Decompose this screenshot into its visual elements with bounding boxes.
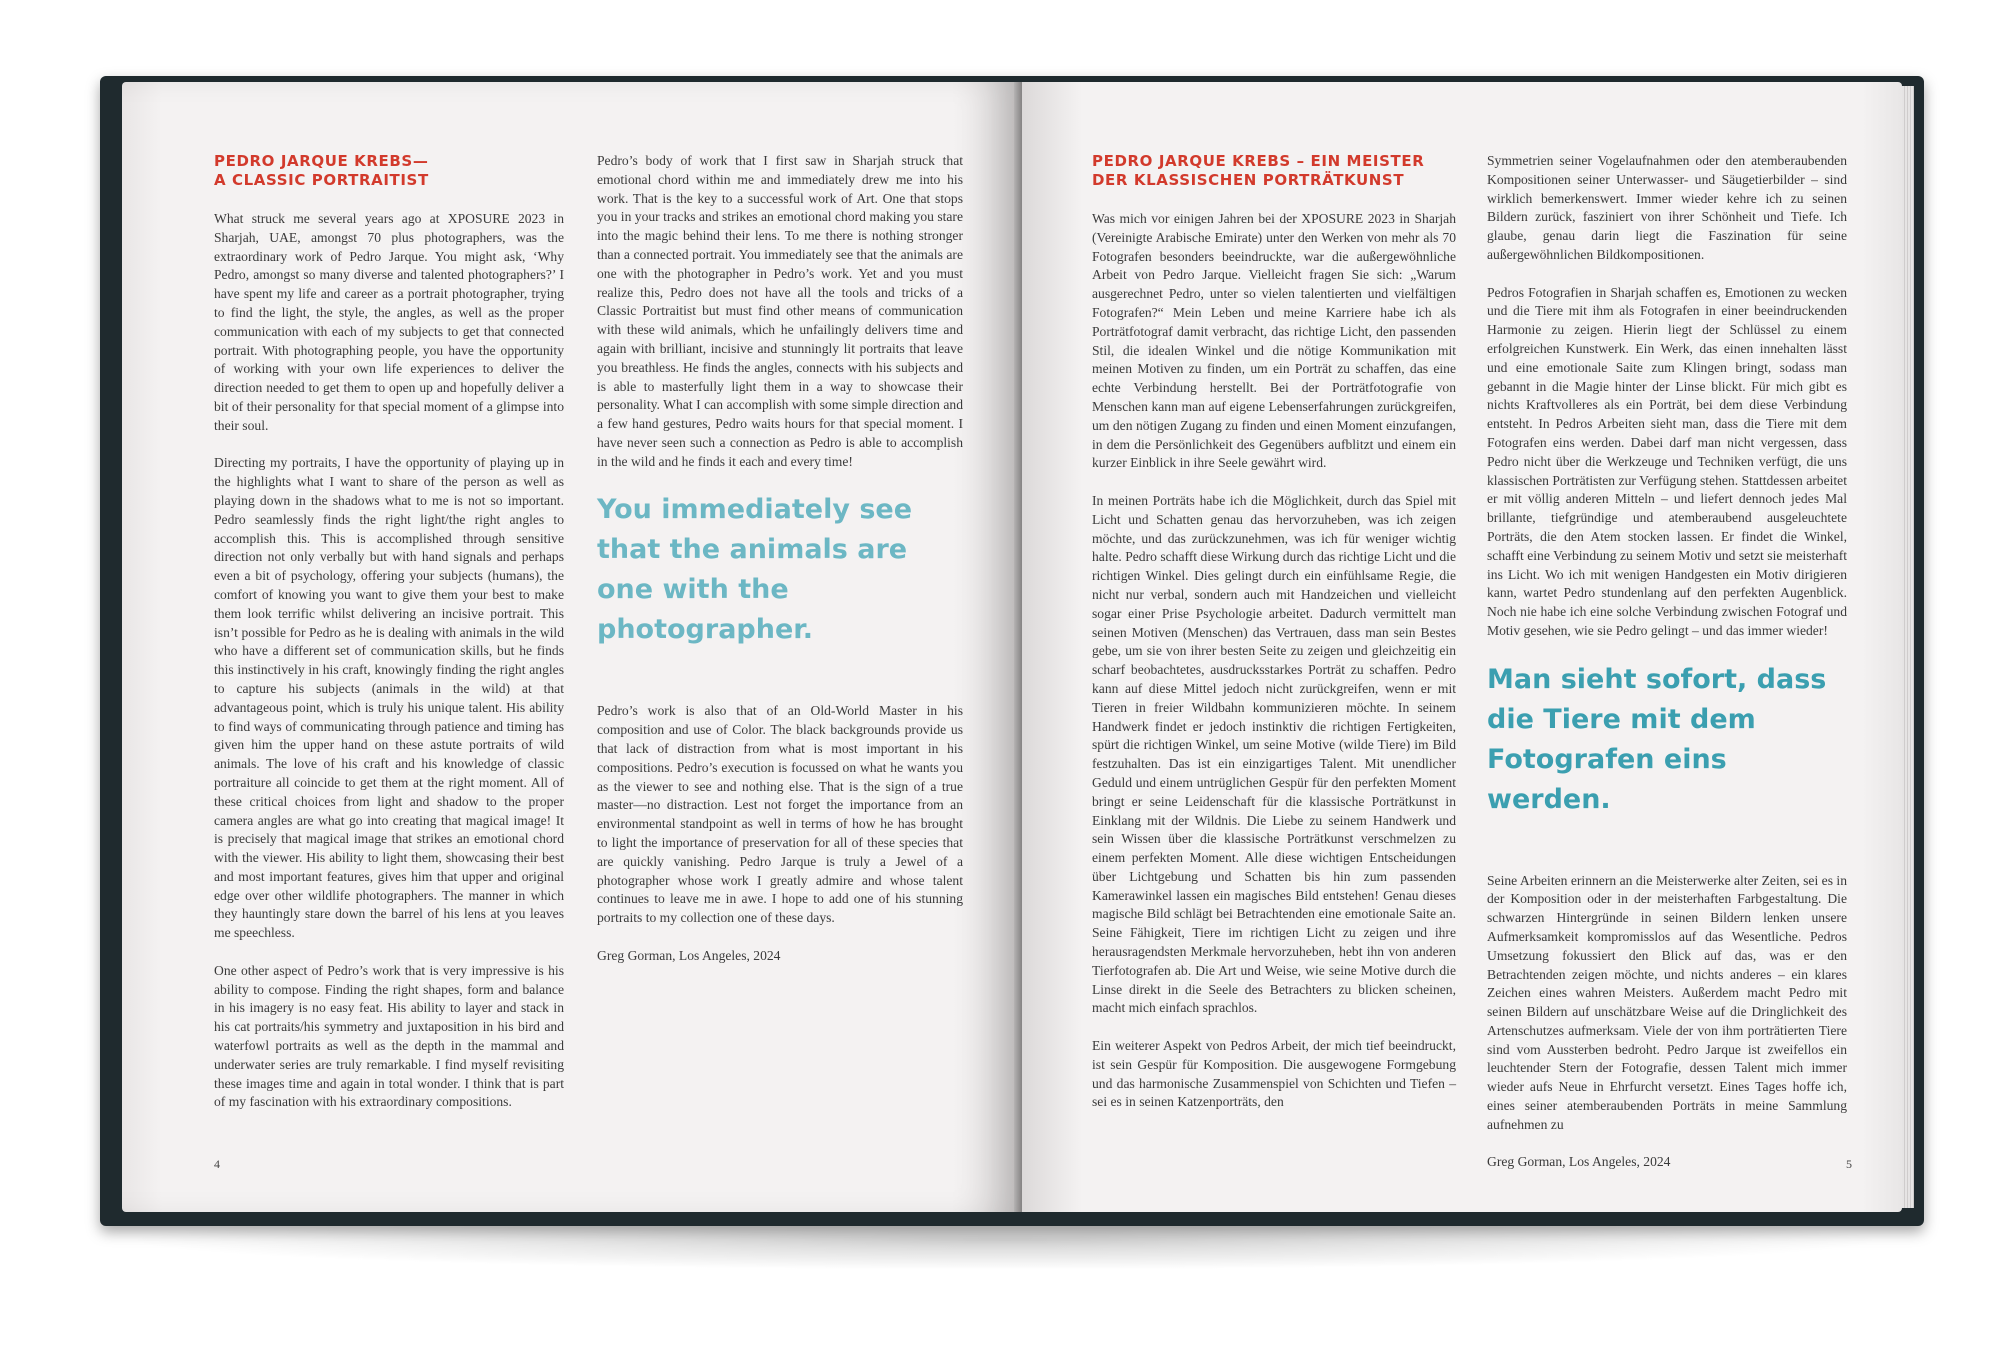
right-paragraph-1: Was mich vor einigen Jahren bei der XPOSURE 2023 in Sharjah (Vereinigte Arabische Emirate) unter den Werken von mehr als 70 Fotografen besonders beeindruckte, war die außergewöhnliche Arbeit von Pedro Jarque. Vielleicht fragen Sie sich: „Warum ausgerechnet Pedro, unter so vielen talentierten und vielfältigen Fotografen?“ Mein Leben und meine Karriere habe ich als Porträtfotograf damit verbracht, das richtige Licht, den passenden Stil, die idealen Winkel und die nötige Kommunikation mit meinen Motiven zu finden, um ein Porträt zu schaffen, das eine echte Verbindung herstellt. Bei der Porträtfotografie von Menschen kann man auf eigene Lebenserfahrungen zurückgreifen, um den nötigen Zugang zu finden und einen Moment einzufangen, in dem die Persönlichkeit des Gegenübers aufblitzt und einem ein kurzer Einblick in ihre Seele gewährt wird.	[1092, 211, 1456, 471]
left-heading-line2: A CLASSIC PORTRAITIST	[214, 171, 429, 189]
left-page	[122, 82, 1022, 1212]
right-column-2	[1487, 152, 1847, 1191]
right-column-1	[1092, 152, 1456, 1131]
left-paragraph-3: One other aspect of Pedro’s work that is very impressive is his ability to compose. Finding the right shapes, form and balance in his imagery is no easy feat. His ability to layer and stack in his cat portraits/his symmetry and juxtaposition in his bird and waterfowl portraits as well as the depth in the mammal and underwater series are truly remarkable. I find myself revisiting these images time and again in total wonder. I think that is part of my fascination with his extraordinary compositions.	[214, 962, 564, 1110]
left-pull-quote: You immediately see that the animals are one with the photographer.	[597, 494, 913, 646]
left-heading-line1: PEDRO JARQUE KREBS—	[214, 152, 429, 170]
page-edges	[1902, 86, 1914, 1208]
right-paragraph-3: Ein weiterer Aspekt von Pedros Arbeit, der mich tief beeindruckt, ist sein Gespür für Komposition. Die ausgewogene Formgebung und das harmonische Zusammenspiel von Schichten und Tiefen – sei es in seinen Katzenporträts, den	[1092, 1038, 1456, 1110]
right-col2-paragraph-3: Seine Arbeiten erinnern an die Meisterwerke alter Zeiten, sei es in der Komposition oder in der meisterhaften Farbgestaltung. Die schwarzen Hintergründe in seinen Bildern lenken unsere Aufmerksamkeit kompromisslos auf das Wesentliche. Pedros Umsetzung fokussiert den Blick auf das, was er den Betrachtenden zeigen möchte, und nichts anderes – ein klares Zeichen eines wahren Meisters. Außerdem macht Pedro mit seinen Bildern auf unschätzbare Weise auf die Dringlichkeit des Artenschutzes aufmerksam. Viele der von ihm porträtierten Tiere sind vom Aussterben bedroht. Pedro Jarque ist zweifellos ein leuchtender Stern der Fotografie, dessen Talent mich immer wieder aufs Neue in Ehrfurcht versetzt. Eines Tages hoffe ich, eines seiner atemberaubenden Porträts in meine Sammlung aufnehmen zu	[1487, 872, 1847, 1132]
left-signature: Greg Gorman, Los Angeles, 2024	[597, 947, 781, 963]
left-paragraph-2: Directing my portraits, I have the opportunity of playing up in the highlights what I want to share of the person as well as playing down in the shadows what to me is not so important. Pedro seamlessly finds the right light/the right angles to accomplish this. This is accomplished through sensitive direction not only verbally but with hand signals and perhaps even a bit of psychology, offering your subjects (humans), the comfort of knowing you want to give them your best to make them look terrific whilst delivering an incisive portrait. This isn’t possible for Pedro as he is dealing with animals in the wild who have a different set of communication skills, but he finds this instinctively in his craft, knowingly finding the right angles to capture his subjects (animals in the wild) at that advantageous point, which is truly his unique talent. His ability to find ways of communicating through patience and timing has given him the upper hand on these astute portraits of wild animals. The love of his craft and his knowledge of classic portraiture all coincide to get them at the right moment. All of these critical choices from light and shadow to the proper camera angles are what go into creating that magical image! It is precisely that magical image that strikes an emotional chord with the viewer. His ability to light them, showcasing their best and most important features, gives him that upper and original edge over other wildlife photographers. The manner in which they hauntingly stare down the barrel of his lens at you leaves me speechless.	[214, 455, 564, 941]
right-pull-quote: Man sieht sofort, dass die Tiere mit dem Fotografen eins werden.	[1487, 663, 1827, 815]
left-heading	[214, 152, 564, 190]
right-page-number: 5	[1846, 1157, 1852, 1171]
left-page-number: 4	[214, 1157, 220, 1171]
left-column-1	[214, 152, 564, 1131]
right-col2-paragraph-1: Symmetrien seiner Vogelaufnahmen oder den atemberaubenden Kompositionen seiner Unterwasser- und Säugetierbilder – sind wirklich bemerkenswert. Immer wieder kehre ich zu seinen Bildern zurück, fasziniert von ihrer Schönheit und Tiefe. Ich glaube, genau darin liegt die Faszination für seine außergewöhnlichen Bildkompositionen.	[1487, 153, 1847, 262]
right-paragraph-2: In meinen Porträts habe ich die Möglichkeit, durch das Spiel mit Licht und Schatten genau das hervorzuheben, was ich zeigen möchte, und das zurückzunehmen, was ich für weniger wichtig halte. Pedro schafft diese Wirkung durch das richtige Licht und die richtigen Winkel. Dies gelingt durch ein einfühlsame Regie, die nicht nur verbal, sondern auch mit Handzeichen und vielleicht sogar einer Prise Psychologie arbeitet. Dadurch vermittelt man seinen Motiven (Menschen) das Vertrauen, dass man sein Bestes gebe, um sie von ihrer besten Seite zu zeigen und gleichzeitig ein scharf beobachtetes, ausdrucksstarkes Porträt zu schaffen. Pedro kann auf diese Mittel jedoch nicht zurückgreifen, wenn er mit Tieren in freier Wildbahn kommunizieren möchte. In seinem Handwerk findet er jedoch instinktiv die richtigen Fertigkeiten, spürt die richtigen Winkel, um seine Motive (wilde Tiere) im Bild festzuhalten. Das ist ein einzigartiges Talent. Mit unendlicher Geduld und einem untrüglichen Gespür für den perfekten Moment bringt er seine Leidenschaft für die klassische Porträtkunst in Einklang mit der Wildnis. Die Liebe zu seinem Handwerk und sein Wissen über die klassische Porträtkunst verschmelzen zu einem perfekten Moment. Alle diese wichtigen Entscheidungen über Lichtgebung und Schatten bis hin zum passenden Kamerawinkel lassen ein magisches Bild entstehen! Genau dieses magische Bild schlägt bei Betrachtenden eine emotionale Saite an. Seine Fähigkeit, Tiere im richtigen Licht zu zeigen und ihre herausragendsten Merkmale hervorzuheben, hebt ihn von anderen Tierfotografen ab. Die Art und Weise, wie seine Motive durch die Linse direkt in die Seele des Betrachters zu blicken scheinen, macht mich einfach sprachlos.	[1092, 492, 1456, 1016]
left-column-2	[597, 152, 963, 984]
left-col2-paragraph-1: Pedro’s body of work that I first saw in Sharjah struck that emotional chord within me and immediately drew me into his work. That is the key to a successful work of Art. One that stops you in your tracks and strikes an emotional chord making you stare into the magic behind their lens. To me there is nothing stronger than a connected portrait. You immediately see that the animals are one with the photographer in Pedro’s work. Yet and you must realize this, Pedro does not have all the tools and tricks of a Classic Portraitist but must find other means of communication with these wild animals, which he unfailingly delivers time and again with brilliant, incisive and stunningly lit portraits that leave you breathless. He finds the angles, connects with his subjects and is able to masterfully light them in a way to showcase their personality. What I can accomplish with some simple direction and a few hand gestures, Pedro waits hours for that special moment. I have never seen such a connection as Pedro is able to accomplish in the wild and he finds it each and every time!	[597, 153, 963, 469]
right-heading	[1092, 152, 1456, 190]
right-heading-line1: PEDRO JARQUE KREBS – EIN MEISTER	[1092, 152, 1425, 170]
right-col2-paragraph-2: Pedros Fotografien in Sharjah schaffen es, Emotionen zu wecken und die Tiere mit ihm als Fotografen in einer beeindruckenden Harmonie zu zeigen. Hierin liegt der Schlüssel zu einem erfolgreichen Kunstwerk. Ein Werk, das einen innehalten lässt und eine emotionale Saite zum Klingen bringt, sodass man gebannt in die Magie hinter der Linse blickt. Für mich gibt es nichts Kraftvolleres als ein Porträt, bei dem diese Verbindung entsteht. In Pedros Arbeiten sieht man, dass die Tiere mit dem Fotografen eins werden. Dabei darf man nicht vergessen, dass Pedro nicht über die Werkzeuge und Techniken verfügt, die uns klassischen Porträtisten zur Verfügung stehen. Stattdessen arbeitet er mit völlig anderen Mitteln – und liefert dennoch jedes Mal brillante, tiefgründige und atemberaubend ausgeleuchtete Porträts, die den Atem stocken lassen. Er findet die Winkel, schafft eine Verbindung zu seinem Motiv und setzt sie meisterhaft ins Licht. Wo ich mit wenigen Handgesten ein Motiv dirigieren kann, wartet Pedro stundenlang auf den perfekten Augenblick. Noch nie habe ich eine solche Verbindung zwischen Fotograf und Motiv gesehen, wie sie Pedro gelingt – und das immer wieder!	[1487, 284, 1847, 638]
right-page	[1022, 82, 1902, 1212]
left-col2-paragraph-2: Pedro’s work is also that of an Old-World Master in his composition and use of Color. The black backgrounds provide us that lack of distraction from what is most important in his compositions. Pedro’s execution is focussed on what he wants you as the viewer to see and nothing else. That is the sign of a true master—no distraction. Lest not forget the importance from an environmental standpoint as well in terms of how he has brought to light the importance of preservation for all of these species that are quickly vanishing. Pedro Jarque is truly a Jewel of a photographer whose work I greatly admire and whose talent continues to leave me in awe. I hope to add one of his stunning portraits to my collection one of these days.	[597, 703, 963, 926]
right-heading-line2: DER KLASSISCHEN PORTRÄTKUNST	[1092, 171, 1405, 189]
right-signature: Greg Gorman, Los Angeles, 2024	[1487, 1154, 1671, 1170]
left-paragraph-1: What struck me several years ago at XPOSURE 2023 in Sharjah, UAE, amongst 70 plus photographers, was the extraordinary work of Pedro Jarque. You might ask, ‘Why Pedro, amongst so many diverse and talented photographers?’ I have spent my life and career as a portrait photographer, trying to find the light, the style, the angles, as well as the proper communication with each of my subjects to get that connected portrait. With photographing people, you have the opportunity of working with your own life experiences to deliver the direction needed to get them to open up and hopefully deliver a bit of their personality for that special moment of a glimpse into their soul.	[214, 211, 564, 433]
